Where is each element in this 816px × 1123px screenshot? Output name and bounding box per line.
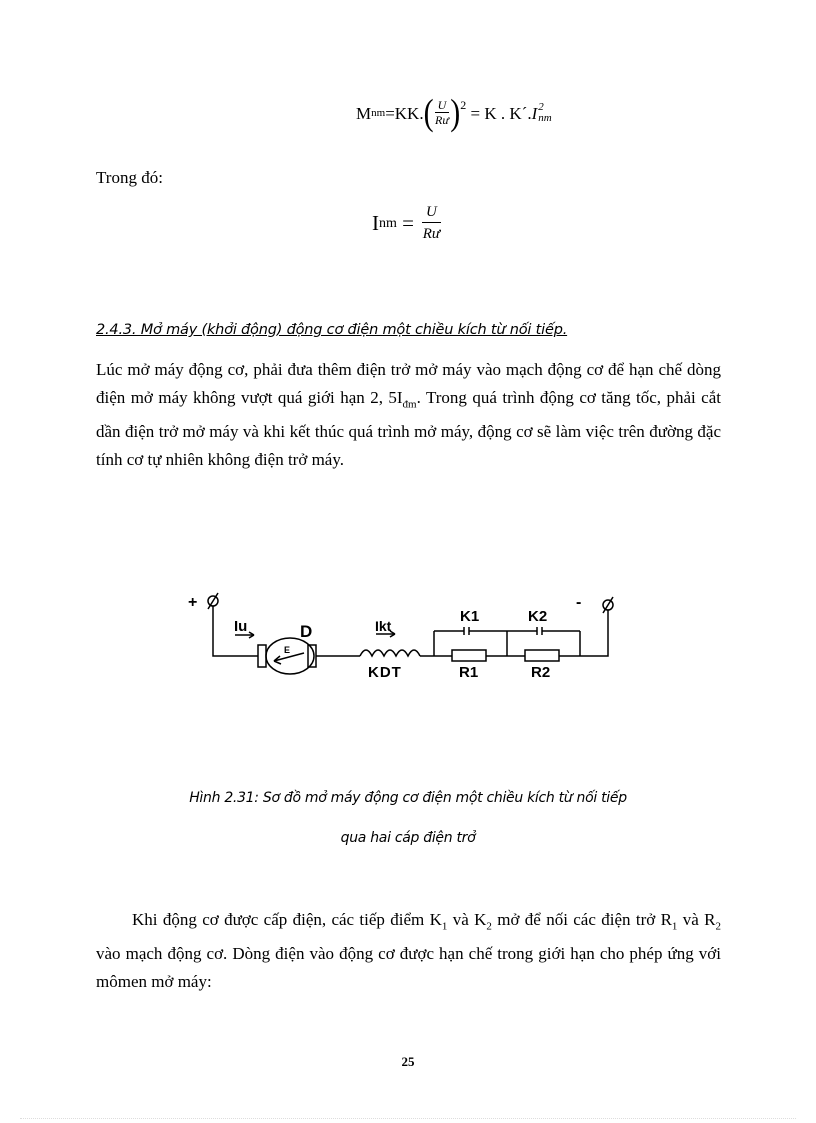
series-motor-starting-circuit <box>180 585 640 685</box>
r2-resistor-icon <box>525 650 559 661</box>
r2-label: R2 <box>531 664 551 681</box>
para1-sub: đm <box>402 398 417 411</box>
para2-text: và R <box>677 910 716 929</box>
figure-caption-line1: Hình 2.31: Sơ đồ mở máy động cơ điện một chiều kích từ nối tiếp <box>189 790 627 806</box>
iu-label: Iu <box>234 618 248 635</box>
fraction-numerator: U <box>435 99 450 113</box>
formula1-rhs-indices <box>538 102 551 124</box>
para2-text: vào mạch động cơ. Dòng điện vào động cơ được hạn chế trong giới hạn cho phép ứng với mômen mở máy: <box>96 944 721 992</box>
para2-sub: 2 <box>486 920 492 933</box>
formula2-eq: = <box>402 211 414 235</box>
formula1-exponent: 2 <box>460 98 467 112</box>
formula1-rhs: = K . K´. <box>470 103 532 123</box>
paragraph-contacts <box>96 906 721 996</box>
formula2-lhs: I <box>372 211 379 235</box>
formula1-fraction <box>435 99 450 127</box>
formula-starting-current <box>372 202 441 245</box>
wire-right <box>580 610 608 656</box>
para2-text: và K <box>447 910 487 929</box>
trong-do-label: Trong đó: <box>96 168 163 187</box>
formula1-lhs: M <box>356 103 372 123</box>
right-paren: ) <box>450 91 461 133</box>
section-heading: 2.4.3. Mở máy (khởi động) động cơ điện một chiều kích từ nối tiếp. <box>96 322 568 338</box>
ikt-label: Ikt <box>375 618 392 634</box>
fraction-numerator: U <box>422 202 441 223</box>
fraction-denominator: Rư <box>434 113 449 127</box>
emf-e-label: E <box>284 645 291 655</box>
formula1-rhs-term <box>532 102 552 124</box>
formula1-rhs-sub: nm <box>538 112 552 124</box>
r1-label: R1 <box>459 664 479 681</box>
para2-sub: 2 <box>715 920 721 933</box>
k2-label: K2 <box>528 608 548 625</box>
para1-part1: Lúc mở máy động cơ, phải đưa thêm điện trở mở máy vào mạch động cơ để hạn chế dòng điện mở máy không vượt quá giới hạn 2, 5I <box>96 360 721 407</box>
motor-d-label: D <box>300 622 313 641</box>
formula1-rhs-var: I <box>531 103 538 123</box>
para2-text: Khi động cơ được cấp điện, các tiếp điểm K <box>132 910 442 929</box>
footer-divider <box>20 1118 796 1119</box>
field-coil-icon <box>360 650 420 656</box>
formula1-eq-kk: =KK. <box>385 103 424 123</box>
formula1-rhs-sup: 2 <box>538 101 544 113</box>
left-paren: ( <box>423 91 434 133</box>
formula1-lhs-sub: nm <box>371 106 386 119</box>
plus-label: + <box>188 594 198 611</box>
r1-resistor-icon <box>452 650 486 661</box>
page-number: 25 <box>401 1054 415 1069</box>
para2-sub: 1 <box>671 920 678 933</box>
fraction-denominator: Rư <box>422 226 441 242</box>
formula-starting-torque <box>356 91 552 133</box>
formula2-fraction <box>422 202 441 245</box>
formula2-lhs-sub: nm <box>379 215 397 231</box>
minus-label: - <box>576 594 582 611</box>
figure-caption-line2: qua hai cáp điện trở <box>340 830 476 846</box>
paragraph-starting-intro <box>96 356 721 474</box>
k1-label: K1 <box>460 608 480 625</box>
brush-left <box>258 645 266 667</box>
kdt-label: KDT <box>368 664 402 681</box>
para2-text: mở để nối các điện trở R <box>491 910 672 929</box>
para2-sub: 1 <box>441 920 448 933</box>
para1-part2: . Trong quá trình động cơ tăng tốc, phải cắt dần điện trở mở máy và khi kết thúc quá trình mở máy, động cơ sẽ làm việc trên đường đặc tính cơ tự nhiên không điện trở máy. <box>96 388 721 470</box>
